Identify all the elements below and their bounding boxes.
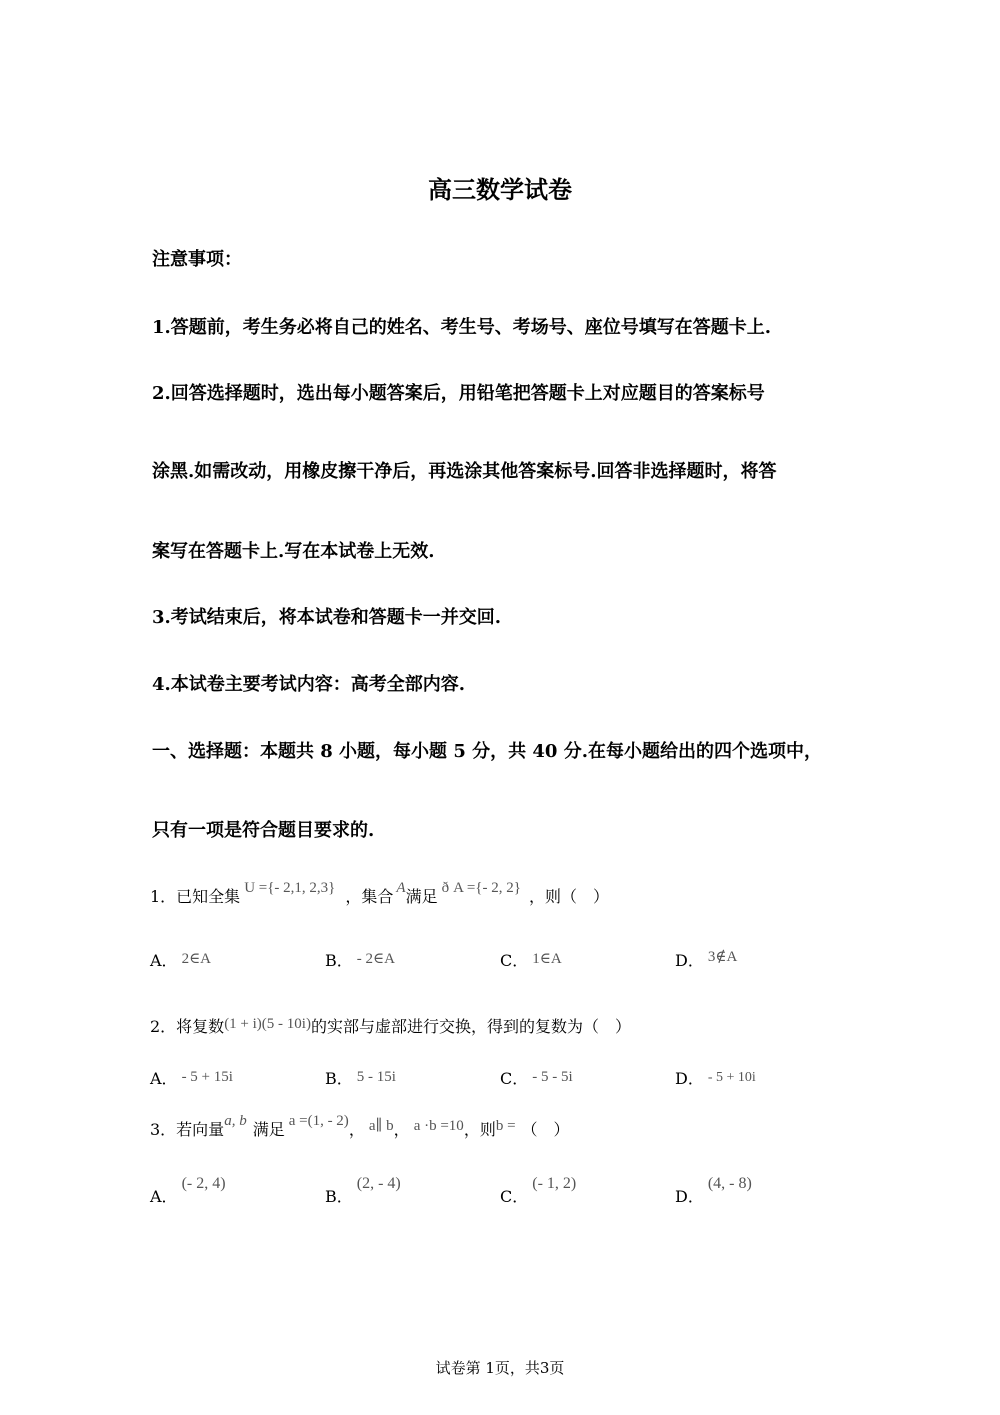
option-math: (2, - 4) [356,1175,401,1192]
q3-math-vector-a: a =(1, - 2) [288,1113,349,1129]
q3-option-c [500,1170,577,1206]
notice-line-1: 1.答题前，考生务必将自己的姓名、考生号、考场号、座位号填写在答题卡上. [152,317,772,338]
option-math: 3∉A [707,949,738,965]
q2-option-c [500,1066,573,1089]
section-heading-line-2: 只有一项是符合题目要求的. [152,820,375,841]
q2-option-a [150,1066,233,1089]
q1-mid-2: 满足 [405,887,438,906]
option-label: D． [675,1069,704,1088]
q1-option-d [675,948,737,971]
q3-mid-1: 满足 [252,1120,285,1139]
q1-option-a [150,948,211,971]
option-label: D． [675,951,704,970]
notice-line-4: 4.本试卷主要考试内容：高考全部内容. [152,674,466,695]
q3-option-d [675,1170,752,1206]
q1-option-c [500,948,562,971]
q3-prefix: 3．若向量 [150,1120,225,1139]
q1-math-complement-symbol: ð [441,880,450,896]
q1-option-b [325,948,395,971]
q2-option-b [325,1066,396,1089]
option-math: - 5 - 5i [532,1069,573,1085]
question-3 [150,1113,570,1140]
notice-line-2b: 涂黑.如需改动，用橡皮擦干净后，再选涂其他答案标号.回答非选择题时，将答 [152,461,777,482]
option-math: 5 - 15i [356,1069,396,1085]
option-label: A． [150,951,178,970]
q2-math-complex: (1 + i)(5 - 10i) [224,1016,311,1032]
q2-option-d [675,1066,756,1089]
notice-line-2a: 2.回答选择题时，选出每小题答案后，用铅笔把答题卡上对应题目的答案标号 [152,383,765,404]
page-title: 高三数学试卷 [428,175,572,204]
option-label: C． [500,1069,529,1088]
option-math: - 5 + 15i [181,1069,233,1085]
notice-heading: 注意事项： [152,249,242,270]
option-math: (4, - 8) [707,1175,752,1192]
page-footer: 试卷第 1页，共3页 [435,1359,565,1377]
q3-math-dot-product: a ·b =10 [413,1118,464,1134]
q3-suffix: （ ） [521,1120,570,1139]
q3-option-b [325,1170,401,1206]
q1-mid-1: ，集合 [345,887,394,906]
option-label: C． [500,1187,529,1206]
option-label: B． [325,1187,353,1206]
option-math: (- 2, 4) [181,1175,226,1192]
option-math: (- 1, 2) [532,1175,577,1192]
option-label: B． [325,951,353,970]
question-1 [150,880,609,907]
section-heading-line-1: 一、选择题：本题共 8 小题，每小题 5 分，共 40 分.在每小题给出的四个选项中， [152,741,822,762]
question-2 [150,1014,631,1037]
option-label: A． [150,1187,178,1206]
q2-suffix: 的实部与虚部进行交换，得到的复数为（ ） [310,1017,631,1036]
option-math: - 2∈A [356,951,395,967]
q1-suffix: ，则（ ） [528,887,609,906]
option-math: - 5 + 10i [707,1070,756,1085]
notice-line-2c: 案写在答题卡上.写在本试卷上无效. [152,541,435,562]
option-math: 1∈A [532,951,562,967]
notice-line-3: 3.考试结束后，将本试卷和答题卡一并交回. [152,607,502,628]
q1-prefix: 1．已知全集 [150,887,241,906]
option-math: 2∈A [181,951,211,967]
q3-math-vectors: a, b [224,1113,247,1129]
q3-math-vector-b: b = [495,1118,516,1134]
q3-math-parallel: a∥ b [368,1118,394,1134]
q3-option-a [150,1170,226,1206]
q3-mid-2: ，则 [463,1120,496,1139]
q1-math-universal-set: U ={- 2,1, 2,3} [244,880,336,896]
q1-math-set-a: A [396,880,406,896]
q3-sep-1: ， [348,1120,365,1139]
q2-prefix: 2．将复数 [150,1017,225,1036]
option-label: D． [675,1187,704,1206]
q1-math-complement: A ={- 2, 2} [453,880,521,896]
option-label: A． [150,1069,178,1088]
option-label: B． [325,1069,353,1088]
option-label: C． [500,951,529,970]
q3-sep-2: ， [393,1120,410,1139]
